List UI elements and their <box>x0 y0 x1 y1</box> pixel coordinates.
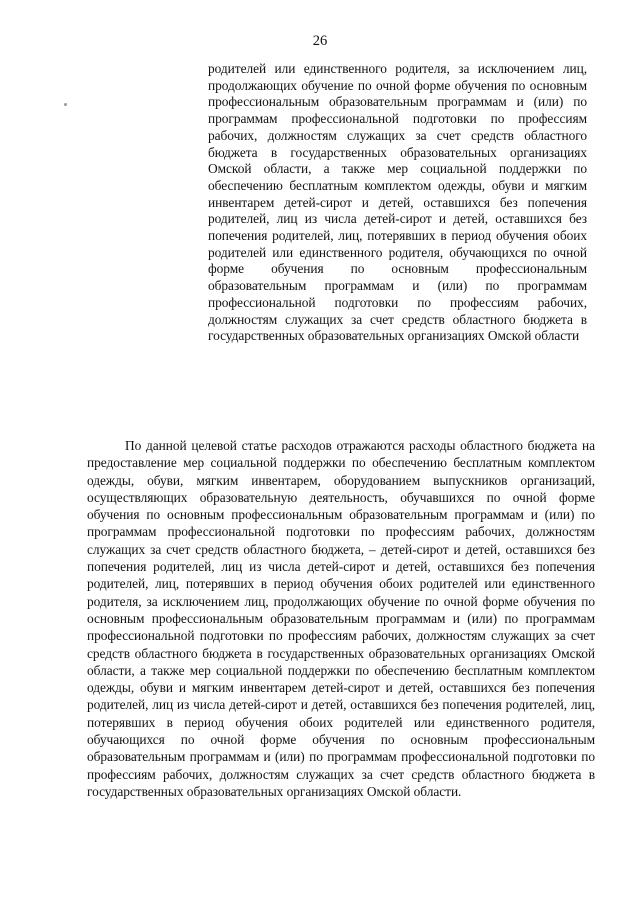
page-number: 26 <box>312 33 328 49</box>
body-paragraph <box>87 437 595 800</box>
body-paragraph-text: По данной целевой статье расходов отражаются расходы областного бюджета на предоставление мер социальной поддержки по обеспечению бесплатным комплектом одежды, обуви, мягким инвентарем, оборудованием выпускников организаций, осуществляющих образовательную деятельность, обучавшихся по очной форме обучения по основным профессиональным образовательным программам и (или) по программам профессиональной подготовки по профессиям рабочих, должностям служащих за счет средств областного бюджета, – детей-сирот и детей, оставшихся без попечения родителей, лиц из числа детей-сирот и детей, оставшихся без попечения родителей, лиц, потерявших в период обучения обоих родителей или единственного родителя, за исключением лиц, продолжающих обучение по очной форме обучения по основным профессиональным образовательным программам и (или) по программам профессиональной подготовки по профессиям рабочих, должностям служащих за счет средств областного бюджета в государственных образовательных организациях Омской области, а также мер социальной поддержки по обеспечению бесплатным комплектом одежды, обуви и мягким инвентарем детей-сирот и детей, оставшихся без попечения родителей, лиц из числа детей-сирот и детей, оставшихся без попечения родителей, лиц, потерявших в период обучения обоих родителей или единственного родителя, обучающихся по очной форме обучения по основным профессиональным образовательным программам и (или) по программам профессиональной подготовки по профессиям рабочих, должностям служащих за счет средств областного бюджета в государственных образовательных организациях Омской области. <box>87 438 595 799</box>
margin-mark <box>64 103 67 106</box>
section-heading-block <box>208 61 587 345</box>
section-heading-text: родителей или единственного родителя, за исключением лиц, продолжающих обучение по очной форме обучения по основным профессиональным образовательным программам и (или) по программам профессиональной подготовки по профессиям рабочих, должностям служащих за счет средств областного бюджета в государственных образовательных организациях Омской области, а также мер социальной поддержки по обеспечению бесплатным комплектом одежды, обуви и мягким инвентарем детей-сирот и детей, оставшихся без попечения родителей, лиц из числа детей-сирот и детей, оставшихся без попечения родителей, лиц, потерявших в период обучения обоих родителей или единственного родителя, обучающихся по очной форме обучения по основным профессиональным образовательным программам и (или) по программам профессиональной подготовки по профессиям рабочих, должностям служащих за счет средств областного бюджета в государственных образовательных организациях Омской области <box>208 61 587 344</box>
